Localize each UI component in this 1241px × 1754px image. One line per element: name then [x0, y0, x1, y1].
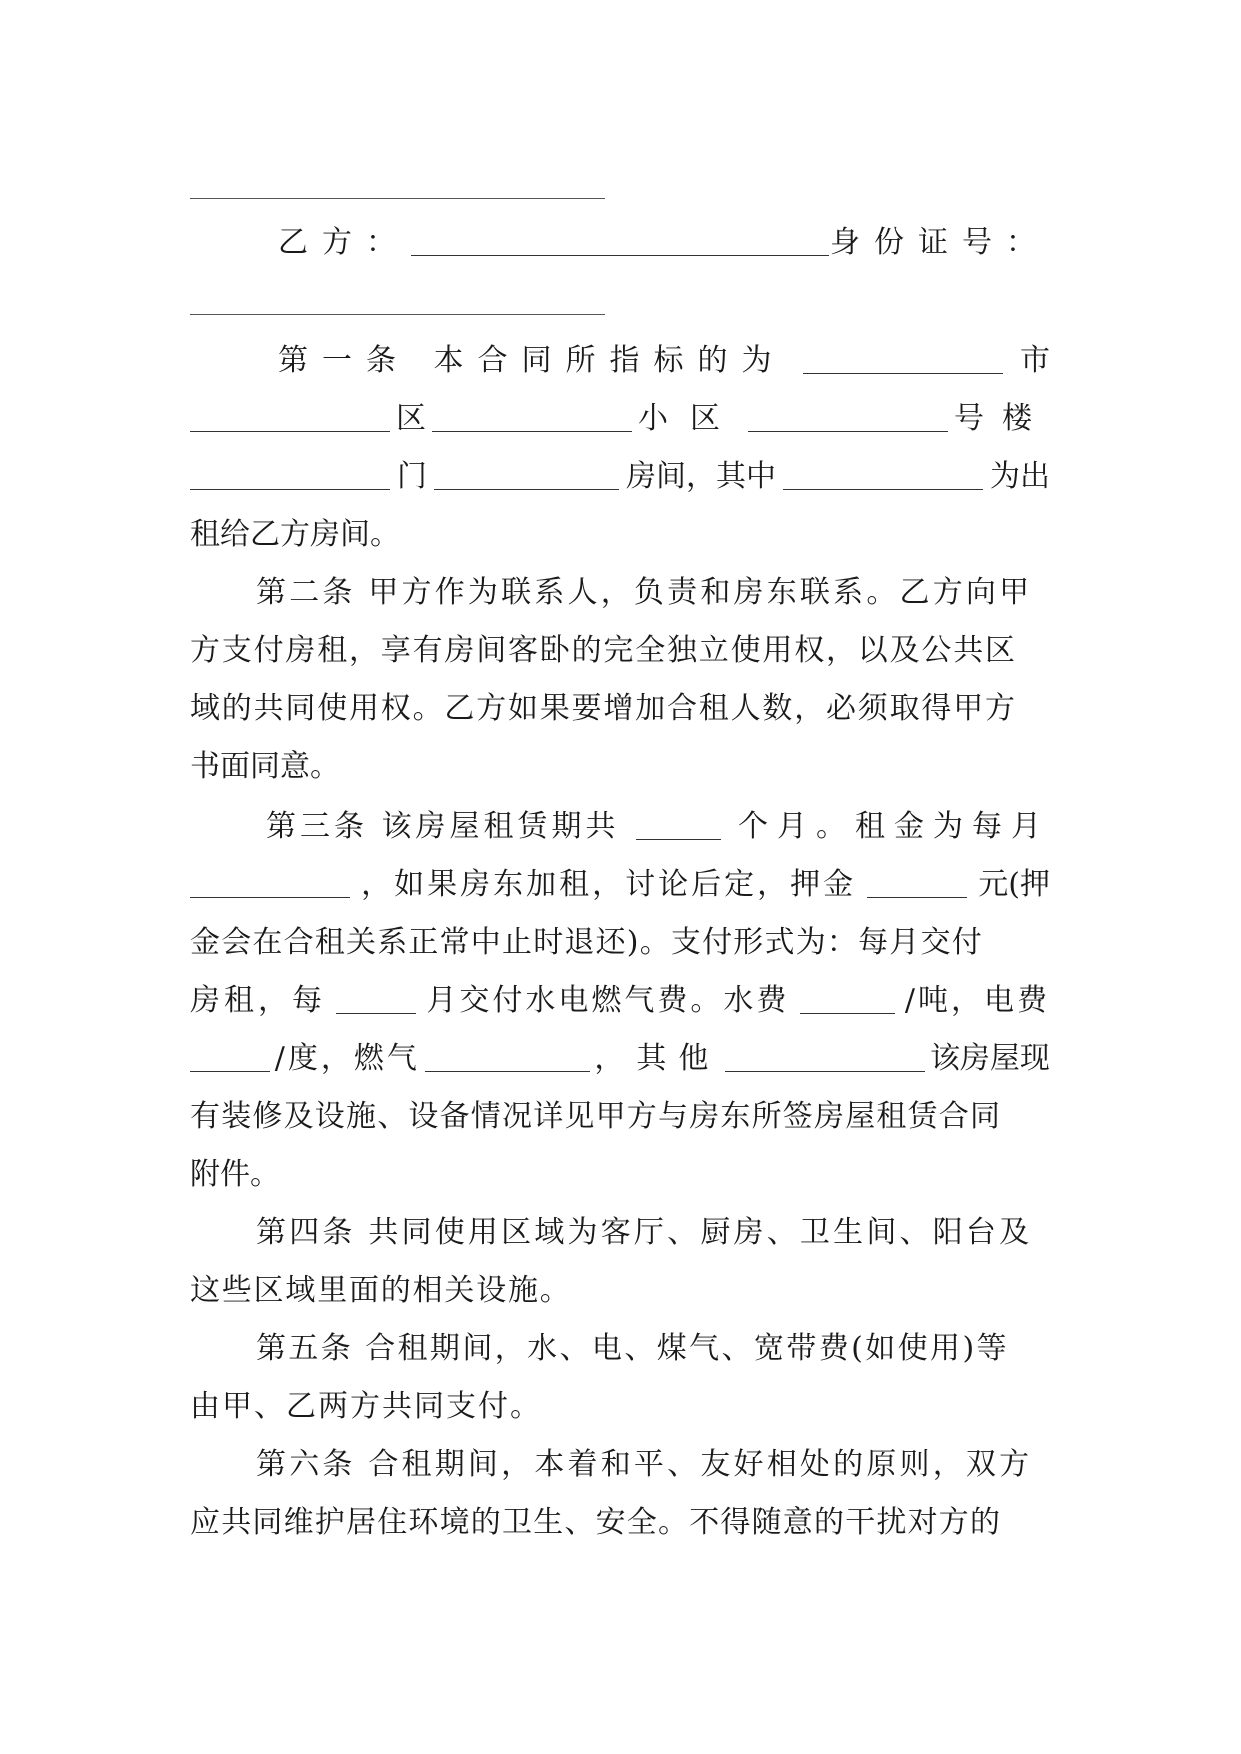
- article3-text: 个月。租金为每月: [737, 809, 1050, 844]
- article2-line4: [190, 748, 1050, 786]
- article3-text: 有装修及设施、设备情况详见甲方与房东所签房屋租赁合同: [190, 1099, 1002, 1134]
- article3-text: 房租，每: [190, 983, 326, 1018]
- deposit-blank: [867, 871, 967, 898]
- article3-text: ，如果房东加租，讨论后定，押金: [361, 867, 857, 902]
- building-label: 号楼: [954, 401, 1050, 436]
- article1-line3: [190, 458, 1050, 496]
- city-name-blank: [190, 405, 390, 432]
- article5-text: 由甲、乙两方共同支付。: [190, 1389, 542, 1424]
- article3-text: /吨，电费: [904, 983, 1050, 1018]
- article2-text: 域的共同使用权。乙方如果要增加合租人数，必须取得甲方: [190, 691, 1017, 726]
- party-b-label: 乙方：: [278, 225, 410, 260]
- article6-line2: [190, 1504, 1050, 1542]
- article3-text: ，其他: [594, 1041, 721, 1076]
- article6-text: 应共同维护居住环境的卫生、安全。不得随意的干扰对方的: [190, 1505, 1002, 1540]
- room-label: 房间，其中: [626, 459, 776, 494]
- district-label: 区: [396, 401, 426, 436]
- article1-text: 第一条 本合同所指标的为: [278, 343, 786, 378]
- unit-label: 门: [397, 459, 427, 494]
- article3-text: 该房屋现: [929, 1041, 1050, 1076]
- article2-line3: [190, 690, 1050, 728]
- monthly-rent-blank: [190, 871, 350, 898]
- unit-blank: [434, 463, 619, 490]
- article6-text: 第六条 合租期间，本着和平、友好相处的原则，双方: [256, 1447, 1033, 1482]
- party-b-line: [278, 224, 1050, 262]
- article3-line1: [266, 808, 1050, 846]
- article4-line1: [256, 1214, 1050, 1252]
- city-blank: [803, 347, 1003, 374]
- article3-line3: [190, 924, 1050, 962]
- article3-line2: [190, 866, 1050, 904]
- article3-text: 月交付水电燃气费。水费: [426, 983, 790, 1018]
- party-b-id-label: 身份证号：: [830, 225, 1050, 260]
- article3-line5: [190, 1040, 1050, 1078]
- article1-line4-text: 租给乙方房间。: [190, 517, 400, 552]
- article2-line2: [190, 632, 1050, 670]
- for-rent-label: 为出: [990, 459, 1050, 494]
- article3-line7: [190, 1156, 1050, 1194]
- article3-text: /度，燃气: [274, 1041, 420, 1076]
- article3-text: 金会在合租关系正常中止时退还)。支付形式为：每月交付: [190, 925, 983, 960]
- article4-text: 这些区域里面的相关设施。: [190, 1273, 572, 1308]
- article3-text: 附件。: [190, 1157, 280, 1192]
- article2-text: 书面同意。: [190, 749, 340, 784]
- article4-text: 第四条 共同使用区域为客厅、厨房、卫生间、阳台及: [256, 1215, 1033, 1250]
- article1-line1: [278, 342, 1050, 380]
- article1-line4: [190, 516, 1050, 554]
- community-label: 小区: [638, 401, 742, 436]
- article6-line1: [256, 1446, 1050, 1484]
- article1-line2: [190, 400, 1050, 438]
- article5-text: 第五条 合租期间，水、电、煤气、宽带费(如使用)等: [256, 1331, 1009, 1366]
- article5-line1: [256, 1330, 1050, 1368]
- community-blank: [748, 405, 948, 432]
- building-blank: [190, 463, 390, 490]
- other-fee-blank: [725, 1045, 925, 1072]
- blank-line: [190, 314, 605, 315]
- blank-line: [190, 198, 605, 199]
- water-fee-blank: [800, 987, 895, 1014]
- city-label: 市: [1019, 343, 1050, 378]
- article3-line6: [190, 1098, 1050, 1136]
- article2-text: 方支付房租，享有房间客卧的完全独立使用权，以及公共区: [190, 633, 1017, 668]
- utility-months-blank: [336, 987, 416, 1014]
- district-blank: [432, 405, 632, 432]
- article4-line2: [190, 1272, 1050, 1310]
- article2-line1: [256, 574, 1050, 612]
- electric-fee-blank: [190, 1045, 270, 1072]
- room-blank: [783, 463, 983, 490]
- article3-text: 元(押: [978, 867, 1050, 902]
- party-b-name-blank: [411, 229, 829, 256]
- article3-text: 第三条 该房屋租赁期共: [266, 809, 620, 844]
- article3-line4: [190, 982, 1050, 1020]
- lease-months-blank: [636, 813, 721, 840]
- article5-line2: [190, 1388, 1050, 1426]
- article2-text: 第二条 甲方作为联系人，负责和房东联系。乙方向甲: [256, 575, 1033, 610]
- gas-fee-blank: [425, 1045, 590, 1072]
